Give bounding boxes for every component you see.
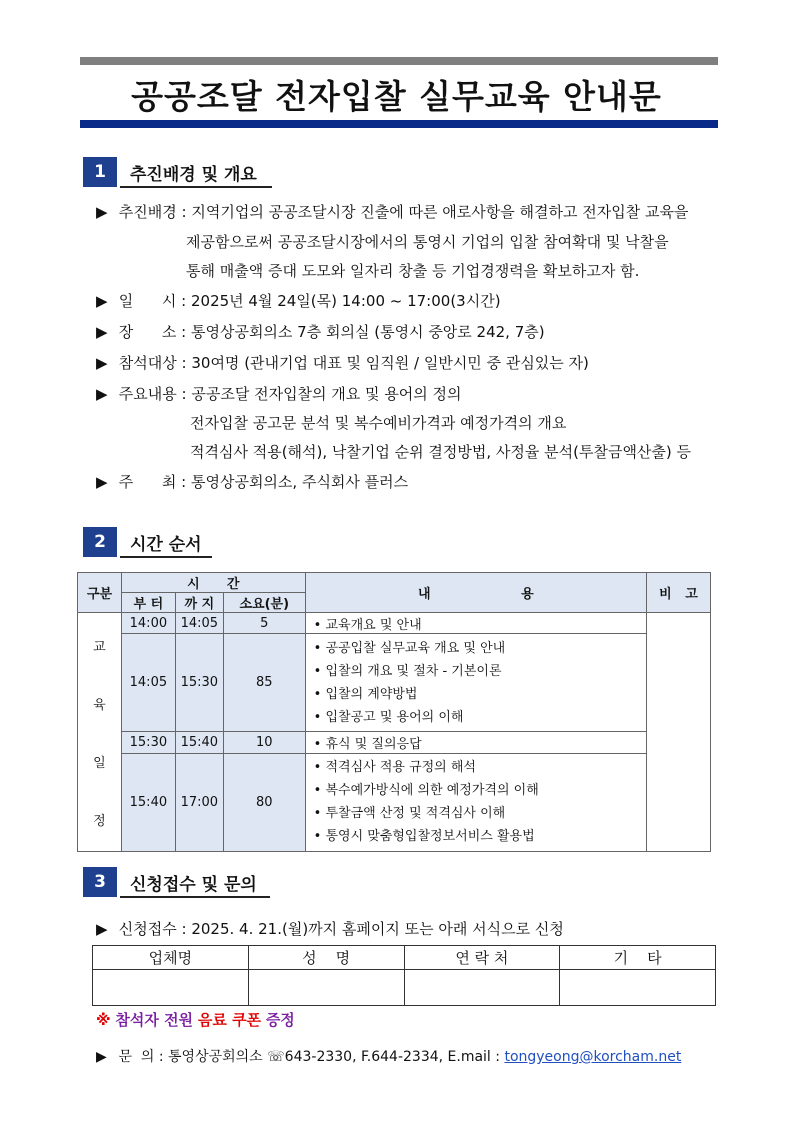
date-label: 일 시 : [118, 292, 187, 310]
row-1-from: 14:00 [121, 613, 175, 634]
section-title-1: 추진배경 및 개요 [130, 165, 257, 185]
application-text: 신청접수 : 2025. 4. 21.(월)까지 홈페이지 또는 아래 서식으로 신청 [118, 920, 564, 938]
section-number-1: 1 [83, 157, 117, 187]
place-value: 통영상공회의소 7층 회의실 (통영시 중앙로 242, 7층) [190, 323, 545, 341]
schedule-table [77, 572, 711, 852]
list-item: • 교육개요 및 안내 [313, 617, 422, 633]
target-line [96, 352, 589, 373]
bullet-triangle-icon: ▶ [96, 323, 108, 341]
background-text-1: 지역기업의 공공조달시장 진출에 따른 애로사항을 해결하고 전자입찰 교육을 [191, 203, 689, 221]
notice-part-3: 증정 [265, 1011, 295, 1029]
section-underline-1 [120, 186, 272, 188]
header-content: 내 용 [305, 573, 646, 613]
header-to: 까 지 [175, 593, 223, 613]
category-char: 정 [93, 814, 106, 829]
row-1-duration: 5 [223, 613, 305, 634]
row-3-content [305, 732, 646, 753]
row-3-duration: 10 [223, 732, 305, 753]
place-label: 장 소 : [118, 323, 187, 341]
list-item: • 투찰금액 산정 및 적격심사 이해 [313, 806, 506, 822]
contact-line [96, 1046, 681, 1066]
phone-icon: ☏ [267, 1049, 285, 1065]
background-line-1 [96, 201, 688, 222]
place-line [96, 321, 545, 342]
contact-org: 통영상공회의소 [168, 1049, 263, 1065]
list-item: • 통영시 맞춤형입찰정보서비스 활용법 [313, 829, 535, 845]
row-1-content [305, 613, 646, 634]
row-1-to: 14:05 [175, 613, 223, 634]
category-char: 일 [93, 756, 106, 771]
title-bottom-bar [80, 120, 718, 128]
header-duration: 소요(분) [223, 593, 305, 613]
form-cell-name[interactable] [248, 970, 404, 1006]
section-number-2: 2 [83, 527, 117, 557]
content-line-1 [96, 383, 462, 404]
section-underline-3 [120, 896, 270, 898]
category-char: 육 [93, 698, 106, 713]
row-4-content [305, 753, 646, 851]
content-label: 주요내용 : [118, 385, 187, 403]
form-header-name: 성 명 [248, 946, 404, 970]
section-title-2: 시간 순서 [130, 535, 202, 555]
list-item: • 복수예가방식에 의한 예정가격의 이해 [313, 783, 539, 799]
bullet-triangle-icon: ▶ [96, 473, 108, 491]
list-item: • 적격심사 적용 규정의 해석 [313, 760, 476, 776]
application-line [96, 918, 564, 939]
target-label: 참석대상 : [118, 354, 187, 372]
background-text-2: 제공함으로써 공공조달시장에서의 통영시 기업의 입찰 참여확대 및 낙찰을 [186, 233, 669, 251]
host-label: 주 최 : [118, 473, 187, 491]
header-note: 비 고 [647, 573, 711, 613]
notice-part-2: 음료 쿠폰 [197, 1011, 262, 1029]
notice-mark: ※ [96, 1011, 111, 1029]
contact-email-link[interactable]: tongyeong@korcham.net [504, 1049, 682, 1065]
list-item: • 입찰공고 및 용어의 이해 [313, 709, 464, 725]
category-cell [78, 613, 122, 852]
background-text-3: 통해 매출액 증대 도모와 일자리 창출 등 기업경쟁력을 확보하고자 함. [186, 262, 640, 280]
bullet-triangle-icon: ▶ [96, 354, 108, 372]
host-line [96, 471, 408, 492]
row-3-to: 15:40 [175, 732, 223, 753]
list-item: • 입찰의 개요 및 절차 - 기본이론 [313, 663, 502, 679]
row-4-duration: 80 [223, 753, 305, 851]
page-title: 공공조달 전자입찰 실무교육 안내문 [131, 77, 662, 116]
content-text-1: 공공조달 전자입찰의 개요 및 용어의 정의 [191, 385, 462, 403]
row-2-to: 15:30 [175, 634, 223, 732]
background-label: 추진배경 : [118, 203, 187, 221]
title-top-bar [80, 57, 718, 65]
header-category: 구분 [78, 573, 122, 613]
section-title-3: 신청접수 및 문의 [130, 875, 257, 895]
row-3-from: 15:30 [121, 732, 175, 753]
list-item: • 휴식 및 질의응답 [313, 737, 422, 753]
form-header-etc: 기 타 [560, 946, 716, 970]
contact-label: 문 의 : [118, 1049, 164, 1065]
notice-line [96, 1009, 295, 1030]
contact-phone: 643-2330, F.644-2334, E.mail : [284, 1049, 500, 1065]
row-4-from: 15:40 [121, 753, 175, 851]
date-value: 2025년 4월 24일(목) 14:00 ~ 17:00(3시간) [190, 292, 501, 310]
row-2-duration: 85 [223, 634, 305, 732]
bullet-triangle-icon: ▶ [96, 203, 108, 221]
category-char: 교 [93, 640, 106, 655]
bullet-triangle-icon: ▶ [96, 292, 108, 310]
bullet-triangle-icon: ▶ [96, 1049, 107, 1065]
content-text-3: 적격심사 적용(해석), 낙찰기업 순위 결정방법, 사정율 분석(투찰금액산출) 등 [190, 443, 692, 461]
header-from: 부 터 [121, 593, 175, 613]
host-value: 통영상공회의소, 주식회사 플러스 [190, 473, 409, 491]
bullet-triangle-icon: ▶ [96, 385, 108, 403]
form-cell-etc[interactable] [560, 970, 716, 1006]
form-header-contact: 연 락 처 [404, 946, 560, 970]
application-form-table [92, 945, 716, 1006]
row-4-to: 17:00 [175, 753, 223, 851]
form-header-company: 업체명 [93, 946, 249, 970]
bullet-triangle-icon: ▶ [96, 920, 108, 938]
row-2-from: 14:05 [121, 634, 175, 732]
header-time: 시 간 [121, 573, 305, 593]
form-cell-contact[interactable] [404, 970, 560, 1006]
target-value: 30여명 (관내기업 대표 및 임직원 / 일반시민 중 관심있는 자) [191, 354, 589, 372]
row-2-content [305, 634, 646, 732]
notice-part-1: 참석자 전원 [115, 1011, 194, 1029]
section-underline-2 [120, 556, 212, 558]
content-text-2: 전자입찰 공고문 분석 및 복수예비가격과 예정가격의 개요 [190, 414, 567, 432]
list-item: • 입찰의 계약방법 [313, 686, 418, 702]
list-item: • 공공입찰 실무교육 개요 및 안내 [313, 640, 506, 656]
form-cell-company[interactable] [93, 970, 249, 1006]
note-cell [647, 613, 711, 852]
date-line [96, 290, 501, 311]
section-number-3: 3 [83, 867, 117, 897]
